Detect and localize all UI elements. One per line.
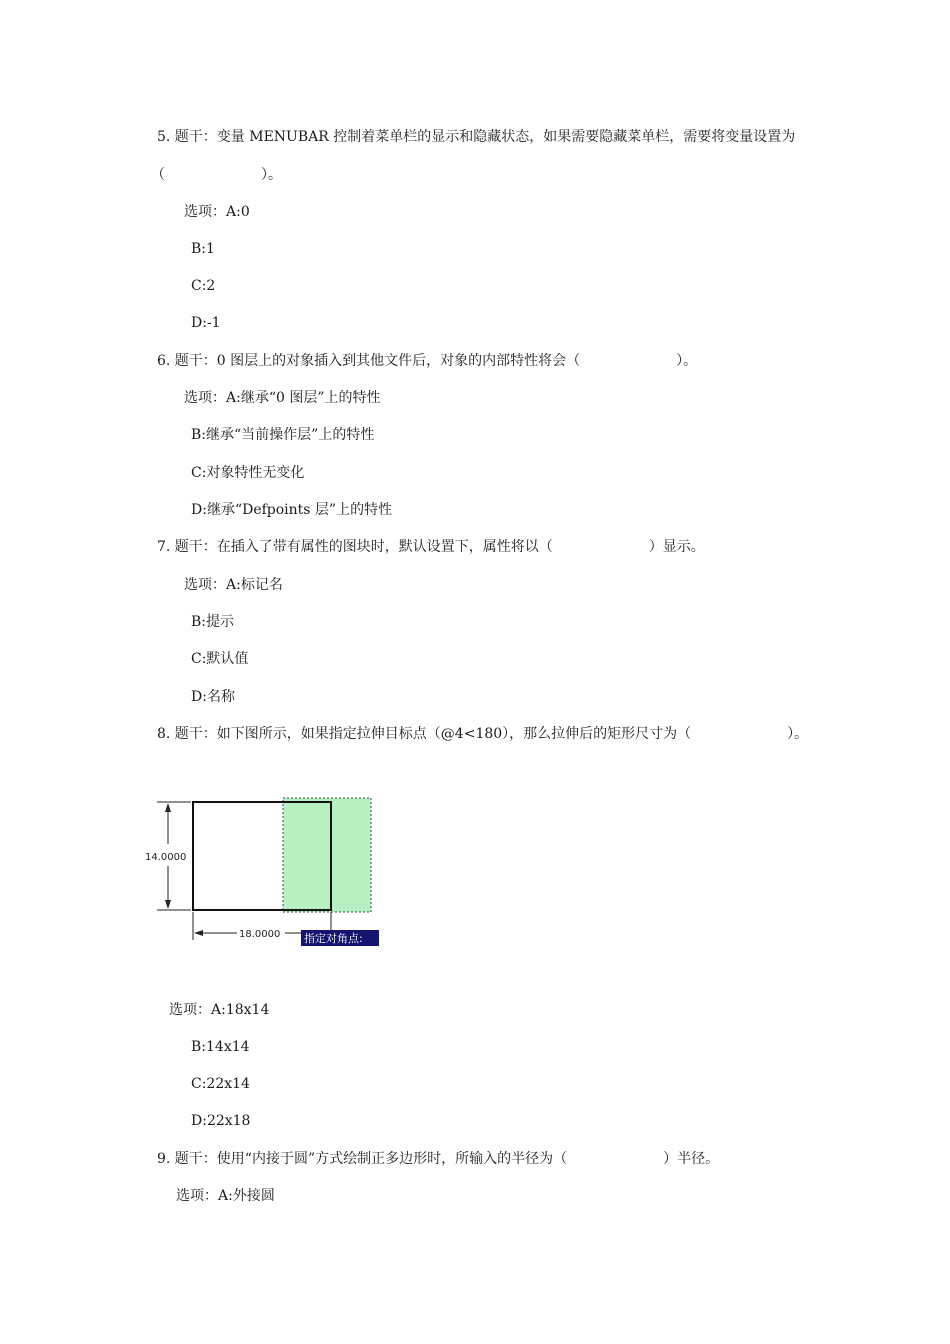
question-5-option-d: D:-1 [191,315,221,331]
question-8-option-c: C:22x14 [191,1076,250,1092]
question-9-stem: 9. 题干：使用“内接于圆”方式绘制正多边形时，所输入的半径为（ ）半径。 [157,1151,720,1167]
question-5-option-c: C:2 [191,278,216,294]
question-5-blank: （ ）。 [151,167,282,183]
question-6-option-c: C:对象特性无变化 [191,465,305,481]
question-9-option-a: 选项：A:外接圆 [176,1188,275,1204]
question-7-option-b: B:提示 [191,614,235,630]
dim-label-width: 18.0000 [239,929,281,940]
dim-label-height: 14.0000 [145,852,187,863]
crossing-selection [283,798,371,912]
question-6-option-a: 选项：A:继承“0 图层”上的特性 [184,390,381,406]
question-8-stem: 8. 题干：如下图所示，如果指定拉伸目标点（@4<180），那么拉伸后的矩形尺寸为（ ）。 [157,726,809,742]
question-7-stem: 7. 题干：在插入了带有属性的图块时，默认设置下，属性将以（ ）显示。 [157,539,705,555]
question-6-option-d: D:继承“Defpoints 层”上的特性 [191,502,393,518]
question-7-option-c: C:默认值 [191,651,249,667]
question-6-stem: 6. 题干：0 图层上的对象插入到其他文件后，对象的内部特性将会（ ）。 [157,353,698,369]
question-8-option-d: D:22x18 [191,1113,251,1129]
dim-arrow-left [194,930,203,936]
dim-arrow-up [165,803,171,812]
question-7-option-d: D:名称 [191,689,235,705]
question-5-stem: 5. 题干：变量 MENUBAR 控制着菜单栏的显示和隐藏状态，如果需要隐藏菜单栏，需要将变量设置为 [157,129,796,145]
stretch-diagram [143,792,383,952]
question-8-option-b: B:14x14 [191,1039,250,1055]
question-7-option-a: 选项：A:标记名 [184,577,283,593]
question-5-option-b: B:1 [191,241,215,257]
dim-arrow-down [165,900,171,909]
question-8-option-a: 选项：A:18x14 [169,1002,270,1018]
question-5-option-a: 选项：A:0 [184,204,250,220]
tooltip-text: 指定对角点: [304,932,363,945]
question-6-option-b: B:继承“当前操作层”上的特性 [191,427,375,443]
